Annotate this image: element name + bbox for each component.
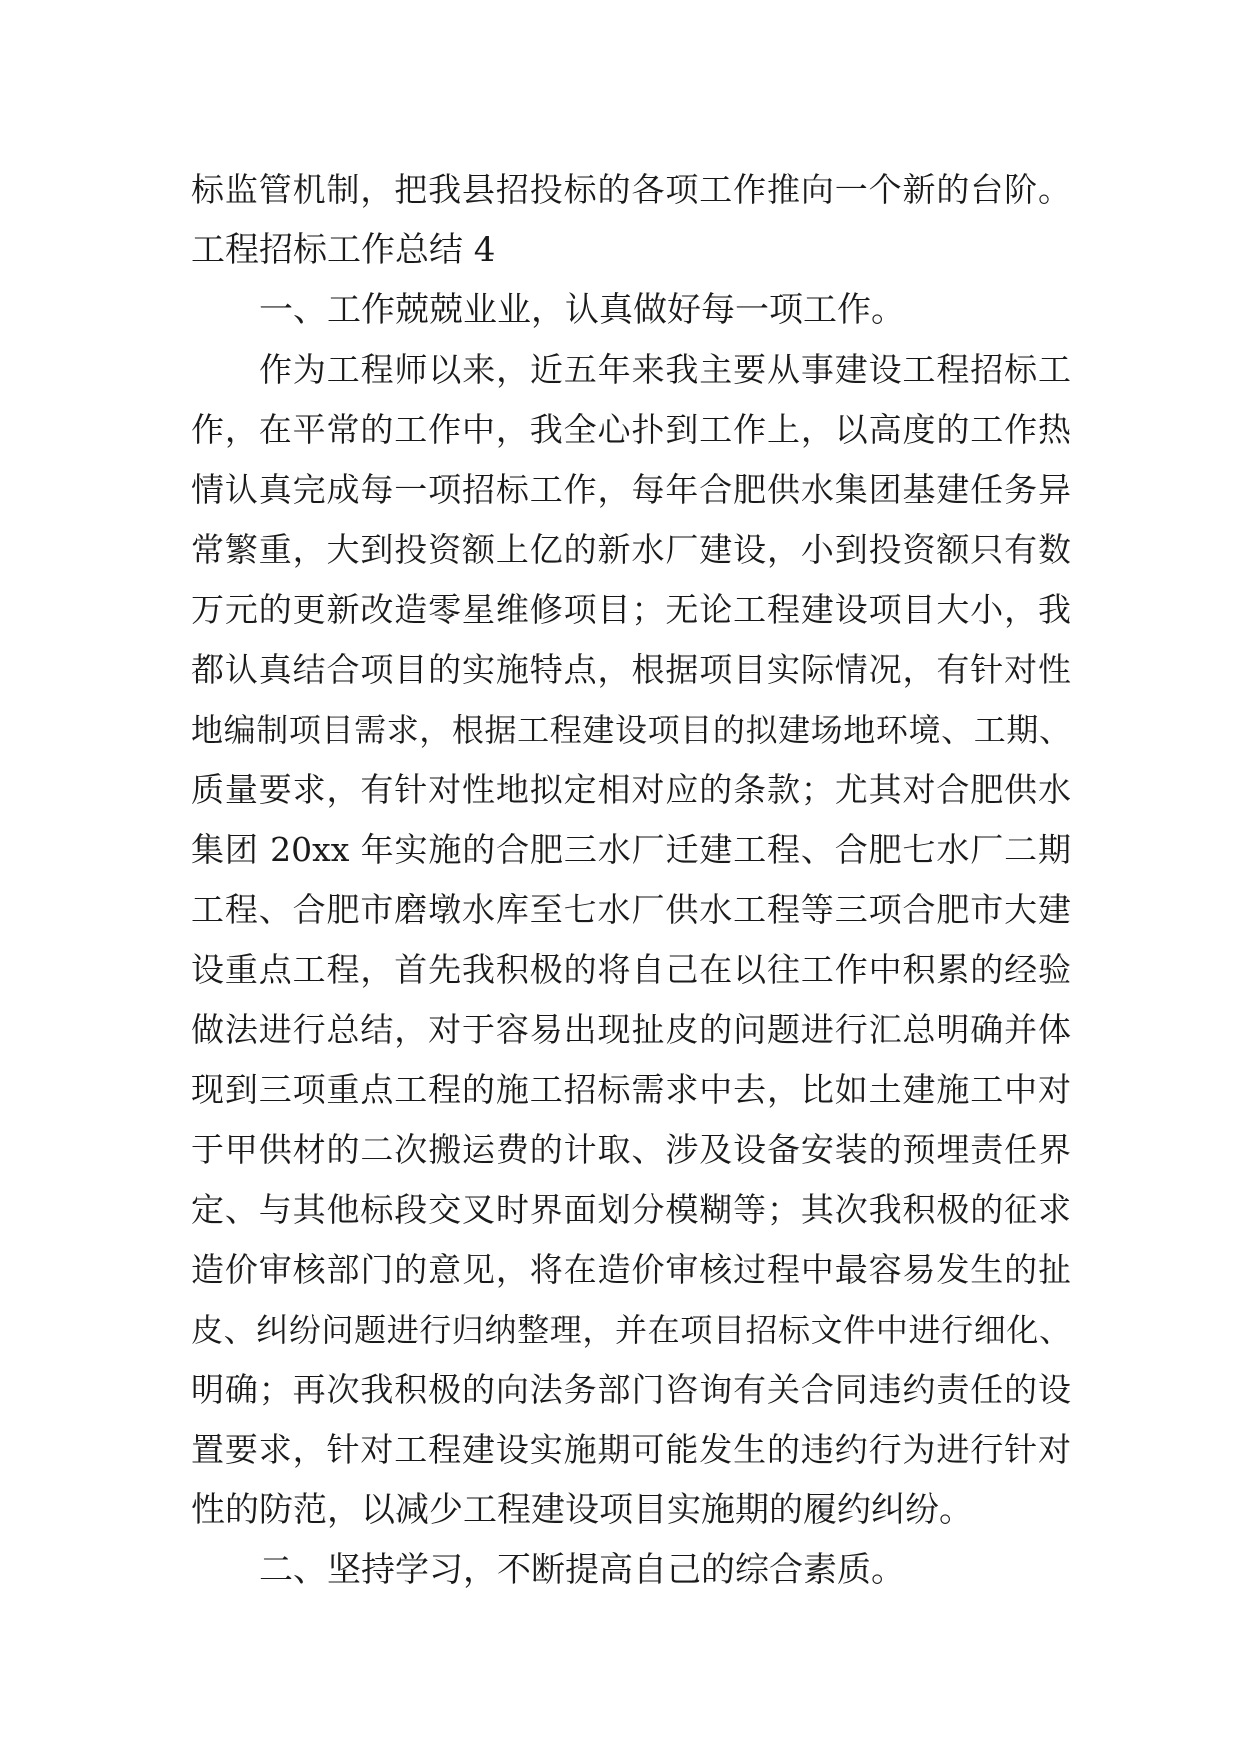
text-line: 设重点工程，首先我积极的将自己在以往工作中积累的经验 (191, 950, 1071, 989)
text-line: 皮、纠纷问题进行归纳整理，并在项目招标文件中进行细化、 (191, 1311, 1071, 1349)
document-body (191, 160, 1071, 1600)
text-line: 情认真完成每一项招标工作，每年合肥供水集团基建任务异 (191, 470, 1071, 509)
text-line: 定、与其他标段交叉时界面划分模糊等；其次我积极的征求 (191, 1190, 1071, 1229)
text-line: 现到三项重点工程的施工招标需求中去，比如土建施工中对 (191, 1070, 1071, 1109)
text-line: 造价审核部门的意见，将在造价审核过程中最容易发生的扯 (191, 1250, 1071, 1289)
text-line: 地编制项目需求，根据工程建设项目的拟建场地环境、工期、 (191, 711, 1071, 749)
text-line: 明确；再次我积极的向法务部门咨询有关合同违约责任的设 (191, 1370, 1071, 1409)
text-line: 作，在平常的工作中，我全心扑到工作上，以高度的工作热 (191, 410, 1071, 449)
text-line: 置要求，针对工程建设实施期可能发生的违约行为进行针对 (191, 1430, 1071, 1469)
text-line: 标监管机制，把我县招投标的各项工作推向一个新的台阶。 (191, 170, 1071, 209)
text-line: 工程、合肥市磨墩水库至七水厂供水工程等三项合肥市大建 (191, 890, 1071, 929)
text-line: 常繁重，大到投资额上亿的新水厂建设，小到投资额只有数 (191, 530, 1071, 569)
text-line: 于甲供材的二次搬运费的计取、涉及设备安装的预埋责任界 (191, 1130, 1071, 1169)
text-line: 工程招标工作总结 4 (191, 230, 496, 270)
text-line: 性的防范，以减少工程建设项目实施期的履约纠纷。 (191, 1490, 973, 1530)
text-line: 作为工程师以来，近五年来我主要从事建设工程招标工 (259, 350, 1071, 389)
text-line: 万元的更新改造零星维修项目；无论工程建设项目大小，我 (191, 590, 1071, 629)
text-line: 做法进行总结，对于容易出现扯皮的问题进行汇总明确并体 (191, 1010, 1071, 1049)
text-line: 都认真结合项目的实施特点，根据项目实际情况，有针对性 (191, 650, 1071, 689)
text-line: 集团 20xx 年实施的合肥三水厂迁建工程、合肥七水厂二期 (191, 830, 1071, 869)
text-line: 质量要求，有针对性地拟定相对应的条款；尤其对合肥供水 (191, 770, 1071, 809)
text-line: 二、坚持学习，不断提高自己的综合素质。 (259, 1550, 905, 1590)
text-line: 一、工作兢兢业业，认真做好每一项工作。 (259, 290, 905, 330)
